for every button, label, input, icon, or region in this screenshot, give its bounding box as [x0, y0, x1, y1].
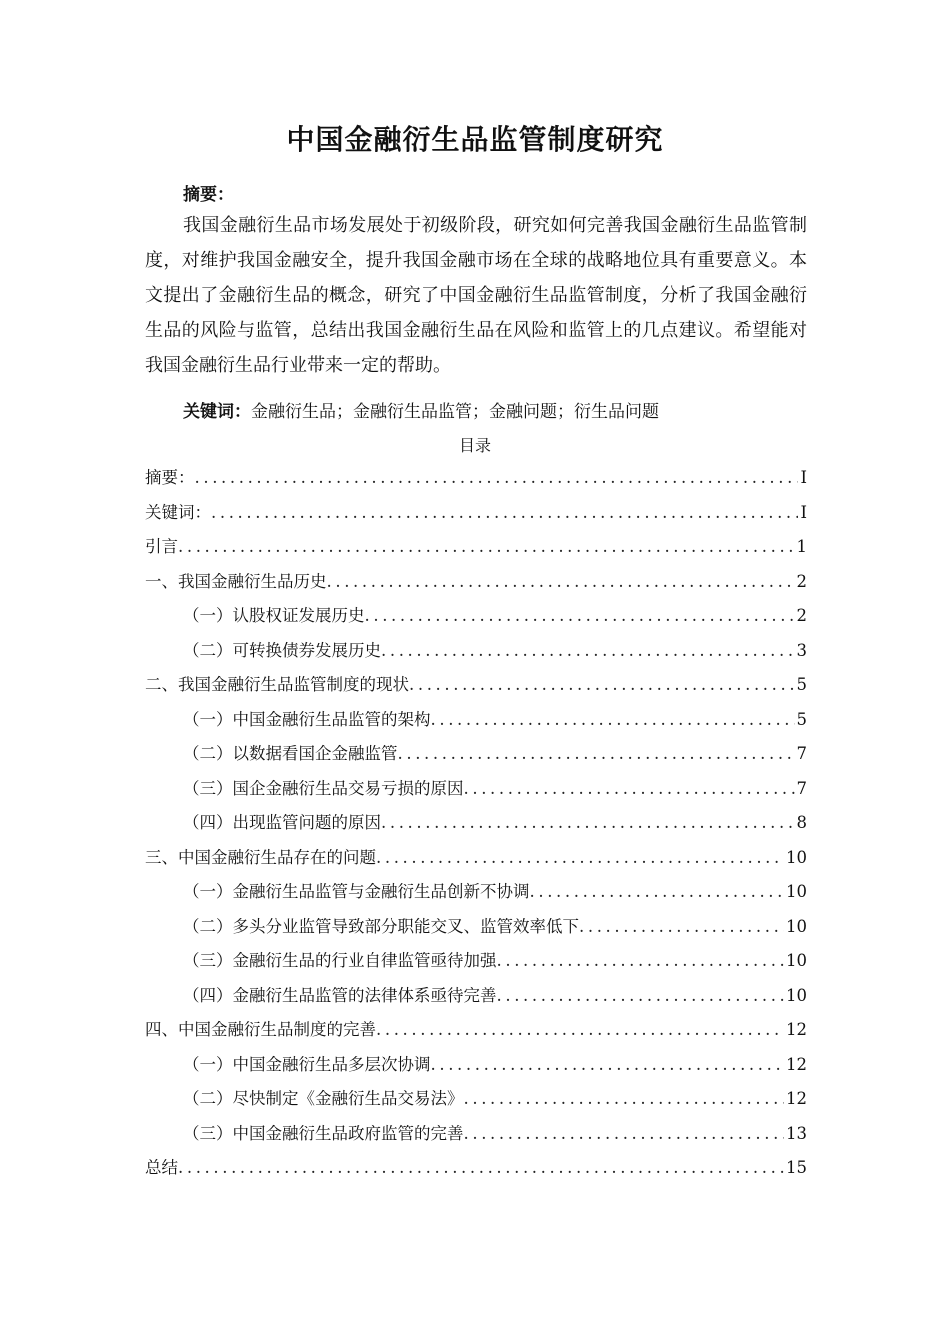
toc-entry[interactable]	[145, 806, 807, 841]
toc-entry-label: 总结	[145, 1158, 178, 1177]
toc-entry-label: 二、我国金融衍生品监管制度的现状	[145, 675, 409, 694]
toc-dot-leader	[376, 841, 784, 876]
toc-entry-label: （一）认股权证发展历史	[183, 606, 365, 625]
toc-entry-label: （三）中国金融衍生品政府监管的完善	[183, 1123, 464, 1143]
toc-dot-leader	[398, 737, 795, 772]
toc-entry-label: （二）多头分业监管导致部分职能交叉、监管效率低下	[183, 916, 579, 936]
toc-entry[interactable]	[145, 461, 807, 496]
toc-dot-leader	[211, 496, 798, 531]
page-title: 中国金融衍生品监管制度研究	[286, 123, 664, 156]
toc-dot-leader	[497, 944, 785, 979]
toc-dot-leader	[178, 530, 795, 565]
toc-page-number: I	[800, 468, 807, 487]
toc-page-number: 10	[786, 882, 807, 901]
toc-entry-label: （二）可转换债券发展历史	[183, 640, 381, 660]
toc-page-number: 12	[786, 1020, 807, 1039]
keywords-line	[183, 397, 659, 422]
toc-dot-leader	[431, 1048, 785, 1083]
toc-entry[interactable]	[145, 634, 807, 669]
toc-page-number: 10	[786, 847, 807, 867]
toc-page-number: 13	[786, 1123, 807, 1143]
toc-entry-label: （三）金融衍生品的行业自律监管亟待加强	[183, 951, 497, 970]
toc-entry-label: 三、中国金融衍生品存在的问题	[145, 847, 376, 867]
toc-entry[interactable]	[145, 979, 807, 1014]
toc-entry[interactable]	[145, 1013, 807, 1048]
toc-entry[interactable]	[145, 496, 807, 531]
toc-title: 目录	[458, 436, 491, 455]
toc-entry-label: （一）中国金融衍生品多层次协调	[183, 1054, 431, 1074]
toc-entry-label: 引言	[145, 537, 178, 556]
toc-entry-label: （二）尽快制定《金融衍生品交易法》	[183, 1089, 464, 1108]
toc-page-number: 2	[796, 606, 807, 625]
toc-page-number: 7	[796, 778, 807, 798]
toc-page-number: I	[800, 502, 807, 522]
toc-entry[interactable]	[145, 599, 807, 634]
toc-entry-label: （三）国企金融衍生品交易亏损的原因	[183, 778, 464, 798]
toc-dot-leader	[178, 1151, 784, 1186]
toc-dot-leader	[409, 668, 795, 703]
toc-dot-leader	[579, 910, 784, 945]
toc-dot-leader	[381, 634, 795, 669]
toc-entry-label: （一）金融衍生品监管与金融衍生品创新不协调	[183, 882, 530, 901]
table-of-contents	[145, 461, 807, 1186]
toc-entry[interactable]	[145, 1082, 807, 1117]
toc-dot-leader	[464, 772, 795, 807]
toc-entry[interactable]	[145, 841, 807, 876]
toc-dot-leader	[327, 565, 795, 600]
toc-page-number: 3	[796, 640, 807, 660]
toc-page-number: 10	[786, 916, 807, 936]
toc-page-number: 7	[796, 744, 807, 763]
toc-entry[interactable]	[145, 944, 807, 979]
toc-entry-label: （四）金融衍生品监管的法律体系亟待完善	[183, 985, 497, 1005]
toc-dot-leader	[464, 1082, 785, 1117]
toc-dot-leader	[530, 875, 785, 910]
toc-dot-leader	[376, 1013, 784, 1048]
toc-entry-label: 摘要：	[145, 468, 195, 487]
toc-entry[interactable]	[145, 1117, 807, 1152]
toc-page-number: 10	[786, 985, 807, 1005]
toc-dot-leader	[195, 461, 799, 496]
toc-page-number: 2	[796, 571, 807, 591]
toc-page-number: 12	[786, 1089, 807, 1108]
toc-dot-leader	[381, 806, 795, 841]
toc-entry-label: 关键词：	[145, 502, 211, 522]
toc-page-number: 15	[786, 1158, 807, 1177]
toc-entry-label: 一、我国金融衍生品历史	[145, 571, 327, 591]
toc-dot-leader	[431, 703, 795, 738]
toc-entry[interactable]	[145, 910, 807, 945]
toc-entry[interactable]	[145, 772, 807, 807]
toc-page-number: 1	[796, 537, 807, 556]
toc-dot-leader	[365, 599, 795, 634]
toc-dot-leader	[464, 1117, 785, 1152]
toc-page-number: 5	[796, 709, 807, 729]
toc-page-number: 8	[796, 813, 807, 832]
toc-entry[interactable]	[145, 668, 807, 703]
toc-entry[interactable]	[145, 737, 807, 772]
toc-page-number: 10	[786, 951, 807, 970]
keywords-text: 金融衍生品；金融衍生品监管；金融问题；衍生品问题	[251, 402, 659, 422]
toc-entry[interactable]	[145, 875, 807, 910]
toc-entry[interactable]	[145, 703, 807, 738]
toc-entry-label: （二）以数据看国企金融监管	[183, 744, 398, 763]
toc-entry-label: 四、中国金融衍生品制度的完善	[145, 1020, 376, 1039]
toc-entry[interactable]	[145, 1151, 807, 1186]
toc-entry[interactable]	[145, 1048, 807, 1083]
abstract-text: 我国金融衍生品市场发展处于初级阶段，研究如何完善我国金融衍生品监管制度，对维护我国金融安全，提升我国金融市场在全球的战略地位具有重要意义。本文提出了金融衍生品的概念，研究了中国金融衍生品监管制度，分析了我国金融衍生品的风险与监管，总结出我国金融衍生品在风险和监管上的几点建议。希望能对我国金融衍生品行业带来一定的帮助。	[145, 215, 807, 376]
keywords-label: 关键词：	[183, 402, 251, 422]
toc-page-number: 12	[786, 1054, 807, 1074]
toc-entry-label: （四）出现监管问题的原因	[183, 813, 381, 832]
toc-entry-label: （一）中国金融衍生品监管的架构	[183, 709, 431, 729]
toc-entry[interactable]	[145, 530, 807, 565]
toc-dot-leader	[497, 979, 785, 1014]
toc-entry[interactable]	[145, 565, 807, 600]
toc-page-number: 5	[796, 675, 807, 694]
abstract-label: 摘要：	[183, 185, 234, 205]
